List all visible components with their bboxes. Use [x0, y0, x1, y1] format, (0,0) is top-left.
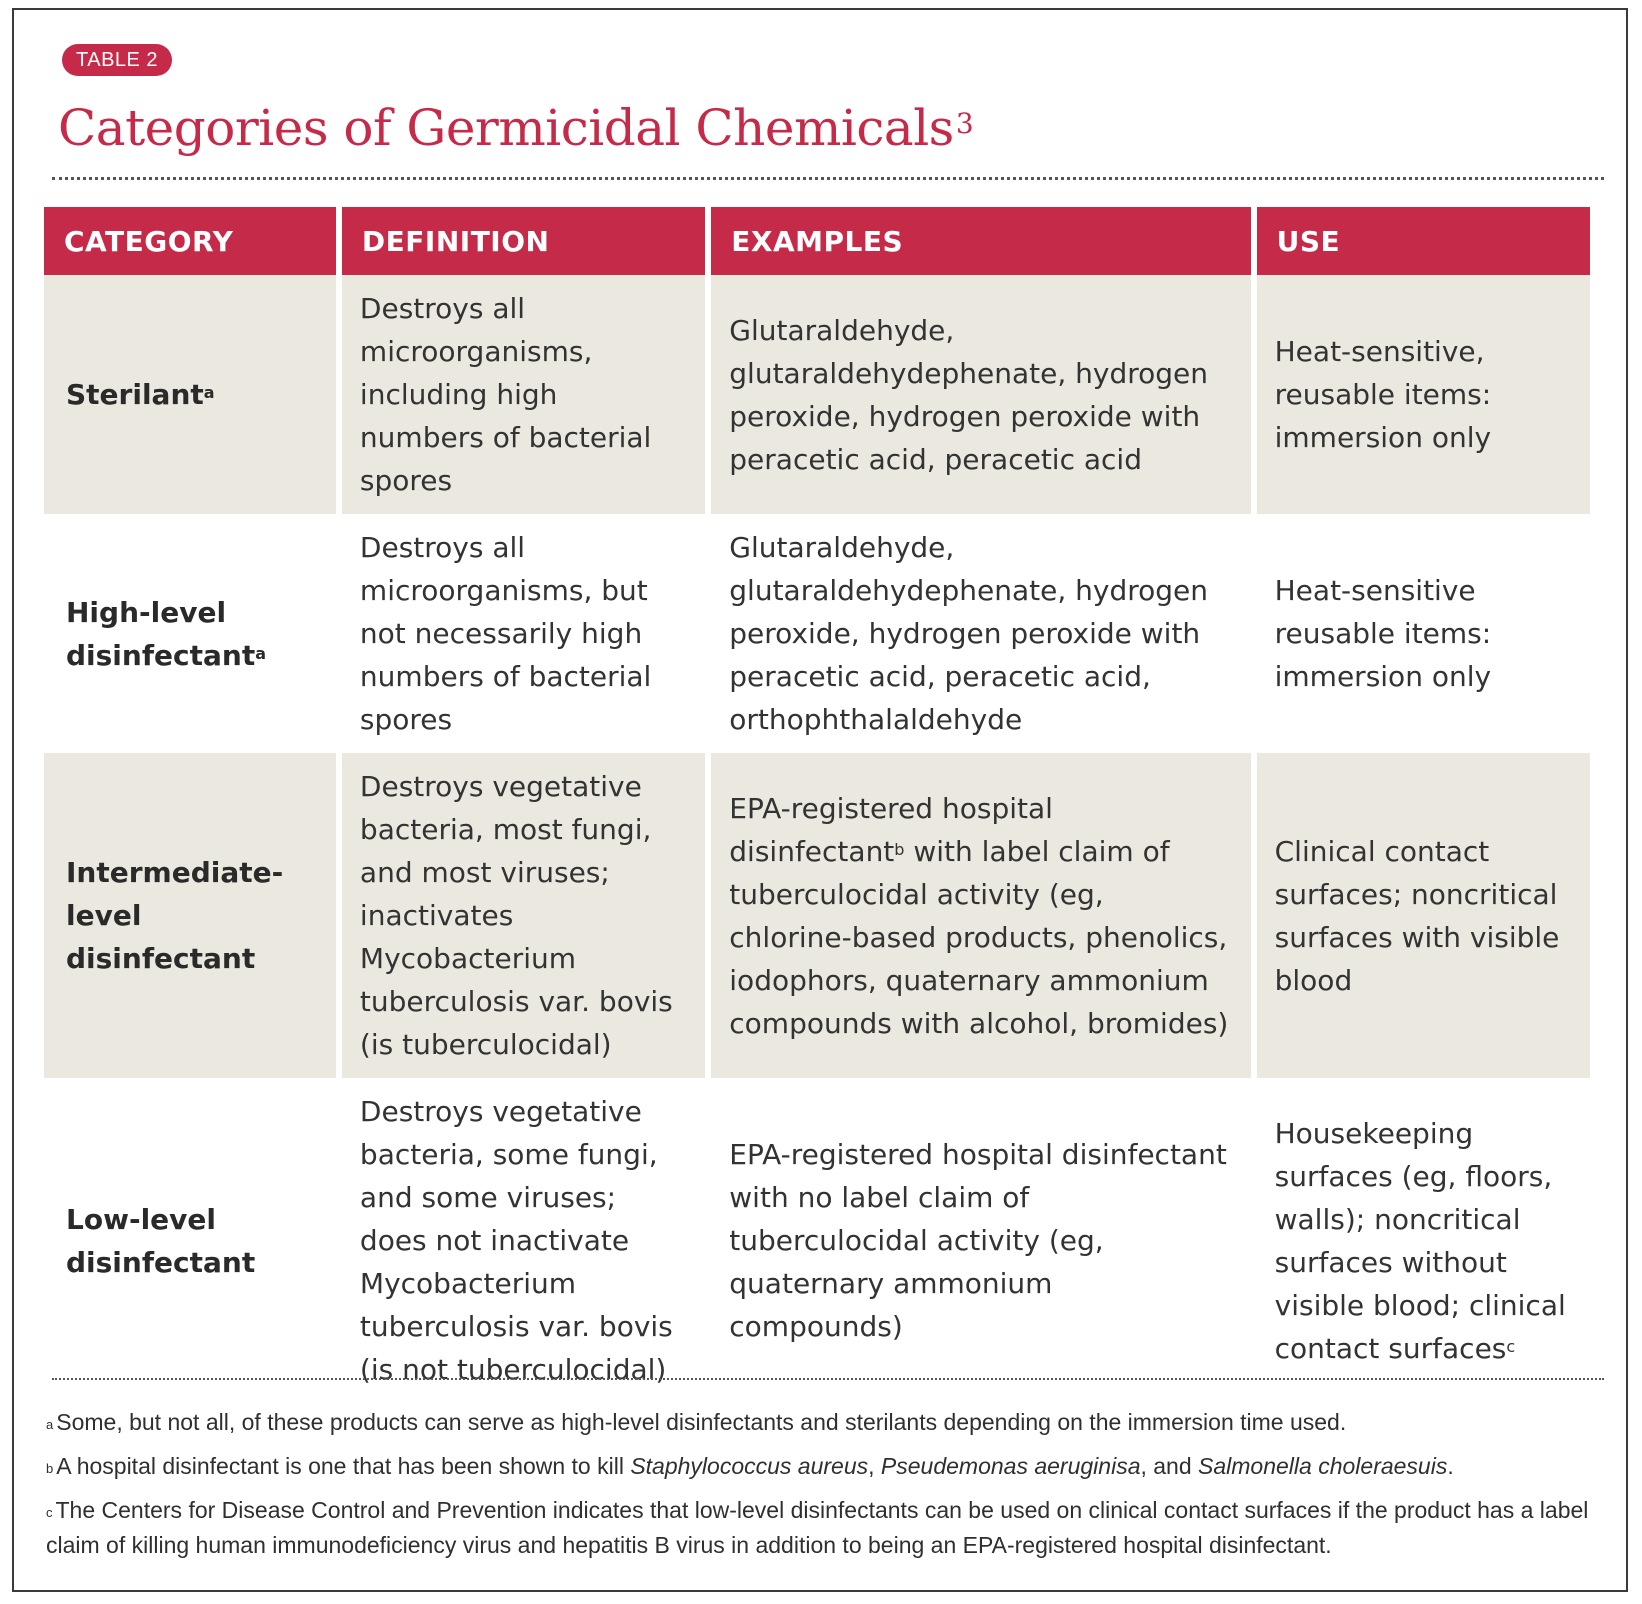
table-row-intermediate-level-disinfectant — [44, 753, 1590, 1078]
footnote-text: A hospital disinfectant is one that has been shown to kill — [56, 1453, 631, 1479]
cell-examples: Glutaraldehyde, glutaraldehydephenate, hydrogen peroxide, hydrogen peroxide with peracetic acid, peracetic acid — [711, 275, 1250, 514]
separator: , and — [1140, 1453, 1199, 1479]
footnote-mark: c — [46, 1505, 53, 1520]
cell-category: Low-level disinfectant — [66, 1202, 256, 1279]
cell-examples: Glutaraldehyde, glutaraldehydephenate, hydrogen peroxide, hydrogen peroxide with peracetic acid, peracetic acid, orthophthalaldehyde — [729, 531, 1209, 736]
footnote-end: . — [1447, 1453, 1454, 1479]
footnote-text: The Centers for Disease Control and Prevention indicates that low-level disinfectants can be used on clinical contact surfaces if the product has a label claim of killing human immunodeficiency virus and hepatitis B virus in addition to being an EPA-registered hospital disinfectant. — [46, 1497, 1589, 1558]
organism-name: Pseudemonas aeruginisa — [880, 1453, 1141, 1479]
cell-use: Clinical contact surfaces; noncritical surfaces with visible blood — [1257, 753, 1590, 1078]
organism-name: Staphylococcus aureus — [630, 1453, 869, 1479]
examples-text-continued: with label claim of tuberculocidal activity (eg, chlorine-based products, phenolics, iodophors, quaternary ammonium compounds with alcohol, bromides) — [729, 834, 1229, 1040]
footnote-a — [46, 1405, 1596, 1440]
separator: , — [868, 1453, 881, 1479]
cell-use: Heat-sensitive reusable items: immersion only — [1274, 574, 1492, 693]
table-title-text: Categories of Germicidal Chemicals — [58, 99, 954, 157]
table-row-high-level-disinfectant — [44, 514, 1590, 753]
cell-category — [44, 514, 336, 753]
footnote-mark: a — [46, 1417, 54, 1432]
header-examples: EXAMPLES — [711, 207, 1250, 275]
cell-definition: Destroys vegetative bacteria, most fungi, and most viruses; inactivates Mycobacterium tuberculosis var. bovis (is tuberculocidal) — [342, 753, 705, 1078]
footnote-ref-b: b — [894, 839, 905, 859]
category-name: High-level disinfectant — [66, 595, 256, 672]
footnote-c — [46, 1493, 1596, 1563]
cell-examples: EPA-registered hospital disinfectant with no label claim of tuberculocidal activity (eg, quaternary ammonium compounds) — [729, 1138, 1227, 1343]
cell-definition: Destroys all microorganisms, including high numbers of bacterial spores — [342, 275, 705, 514]
examples-text: EPA-registered hospital disinfectant — [729, 791, 1053, 868]
use-text: Housekeeping surfaces (eg, floors, walls); noncritical surfaces without visible blood; clinical contact surfaces — [1274, 1116, 1566, 1365]
cell-use — [1257, 1078, 1590, 1403]
cell-definition: Destroys vegetative bacteria, some fungi, and some viruses; does not inactivate Mycobacterium tuberculosis var. bovis (is not tuberculocidal) — [359, 1095, 673, 1386]
cell-use: Heat-sensitive, reusable items: immersion only — [1257, 275, 1590, 514]
top-dotted-divider — [52, 177, 1604, 180]
table-row-sterilant — [44, 275, 1590, 514]
footnote-ref-c: c — [1506, 1336, 1516, 1356]
table-header-row — [44, 207, 1590, 275]
footnote-ref-a: a — [203, 383, 215, 402]
footnote-text: Some, but not all, of these products can serve as high-level disinfectants and sterilants depending on the immersion time used. — [56, 1409, 1347, 1435]
germicidal-categories-table — [38, 207, 1596, 1403]
bottom-dotted-divider — [52, 1378, 1604, 1380]
footnotes — [46, 1405, 1596, 1572]
footnote-mark: b — [46, 1461, 54, 1476]
cell-category — [44, 275, 336, 514]
cell-definition: Destroys all microorganisms, but not necessarily high numbers of bacterial spores — [359, 531, 652, 736]
footnote-b — [46, 1449, 1596, 1484]
title-reference: 3 — [955, 107, 974, 140]
cell-category: Intermediate-level disinfectant — [44, 753, 336, 1078]
cell-examples — [711, 753, 1250, 1078]
table-row-low-level-disinfectant — [44, 1078, 1590, 1403]
table-number-badge: TABLE 2 — [62, 44, 172, 76]
header-use: USE — [1257, 207, 1590, 275]
organism-name: Salmonella choleraesuis — [1198, 1453, 1448, 1479]
header-category: CATEGORY — [44, 207, 336, 275]
category-name: Sterilant — [66, 378, 204, 411]
header-definition: DEFINITION — [342, 207, 705, 275]
footnote-ref-a: a — [255, 643, 267, 663]
table-title — [58, 96, 973, 160]
